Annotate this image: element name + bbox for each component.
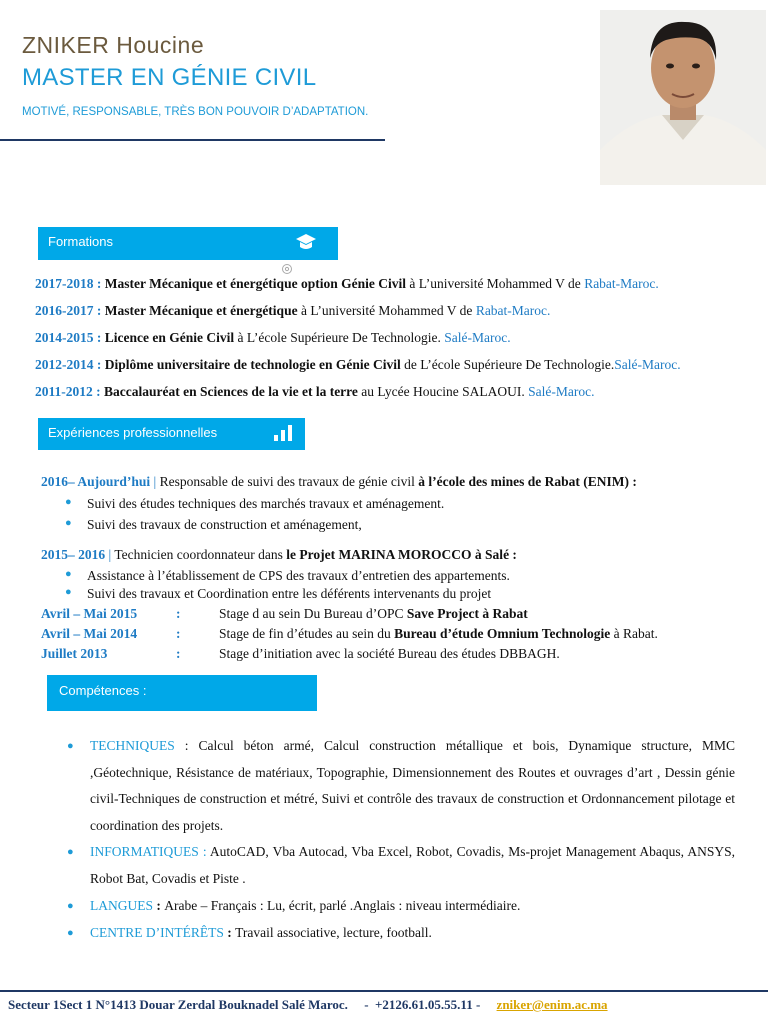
job-title: MASTER EN GÉNIE CIVIL	[22, 64, 317, 91]
formation-item: 2012-2014 : Diplôme universitaire de technologie en Génie Civil de L’école Supérieure De Technologie.Salé-Maroc.	[35, 357, 681, 372]
formations-title: Formations	[48, 234, 114, 249]
footer-address: Secteur 1Sect 1 N°1413 Douar Zerdal Bouknadel Salé Maroc.	[8, 997, 348, 1012]
competence-langues: ● LANGUES : Arabe – Français : Lu, écrit, parlé .Anglais : niveau intermédiaire.	[67, 898, 521, 913]
profile-photo	[600, 10, 766, 185]
competence-interets: ● CENTRE D’INTÉRÊTS : Travail associative, lecture, football.	[67, 925, 432, 940]
list-item: ● Assistance à l’établissement de CPS des travaux d’entretien des appartements.	[65, 568, 510, 583]
list-item: ● Suivi des travaux et Coordination entre les déférents intervenants du projet	[65, 586, 492, 601]
stage-colon: :	[176, 646, 181, 661]
formation-item: 2016-2017 : Master Mécanique et énergétique à L’université Mohammed V de Rabat-Maroc.	[35, 303, 551, 318]
stage-colon: :	[176, 606, 181, 621]
footer-email-link[interactable]: zniker@enim.ac.ma	[496, 997, 608, 1012]
candidate-name: ZNIKER Houcine	[22, 32, 205, 58]
footer-divider	[0, 990, 768, 992]
stage-date: Juillet 2013	[41, 646, 108, 661]
footer-phone: - +2126.61.05.55.11 -	[347, 997, 497, 1012]
bar-chart-icon	[272, 423, 294, 446]
experiences-title: Expériences professionnelles	[48, 425, 218, 440]
stage-description: Stage d’initiation avec la société Bureau des études DBBAGH.	[219, 646, 560, 661]
stage-date: Avril – Mai 2014	[41, 626, 138, 641]
graduation-cap-icon	[295, 232, 317, 255]
formation-item: 2011-2012 : Baccalauréat en Sciences de la vie et la terre au Lycée Houcine SALAOUI. Salé-Maroc.	[35, 384, 595, 399]
formation-item: 2017-2018 : Master Mécanique et énergétique option Génie Civil à L’université Mohammed V de Rabat-Maroc.	[35, 276, 659, 291]
list-item: ● Suivi des travaux de construction et aménagement,	[65, 517, 362, 532]
experiences-header	[38, 418, 305, 450]
competence-techniques: ● TECHNIQUES : Calcul béton armé, Calcul construction métallique et bois, Dynamique structure, MMC ,Géotechnique, Résistance de matériaux, Topographie, Dimensionnement des Routes et ouvrages d’art , Dessin génie civil-Techniques de construction et métré, Suivi et contrôle des travaux de construction et Ordonnancement pilotage et coordination des projets.	[67, 738, 735, 833]
header-divider	[0, 139, 385, 141]
competences-header	[47, 675, 317, 711]
stage-description: Stage de fin d’études au sein du Bureau d’étude Omnium Technologie à Rabat.	[219, 626, 658, 641]
stage-colon: :	[176, 626, 181, 641]
tagline: MOTIVÉ, RESPONSABLE, TRÈS BON POUVOIR D’ADAPTATION.	[22, 106, 369, 118]
experience-enim: 2016– Aujourd’hui | Responsable de suivi des travaux de génie civil à l’école des mines de Rabat (ENIM) :	[41, 474, 637, 489]
competence-informatiques: ● INFORMATIQUES : AutoCAD, Vba Autocad, Vba Excel, Robot, Covadis, Ms-projet Management Abaqus, ANSYS, Robot Bat, Covadis et Piste .	[67, 844, 735, 886]
footer-contact	[8, 997, 608, 1013]
list-item: ● Suivi des études techniques des marchés travaux et aménagement.	[65, 496, 445, 511]
formations-header	[38, 227, 338, 260]
competences-title: Compétences :	[59, 683, 147, 698]
experience-marina: 2015– 2016 | Technicien coordonnateur dans le Projet MARINA MOROCCO à Salé :	[41, 547, 517, 562]
formation-item: 2014-2015 : Licence en Génie Civil à L’école Supérieure De Technologie. Salé-Maroc.	[35, 330, 511, 345]
stage-description: Stage d au sein Du Bureau d’OPC Save Project à Rabat	[219, 606, 528, 621]
stage-date: Avril – Mai 2015	[41, 606, 138, 621]
